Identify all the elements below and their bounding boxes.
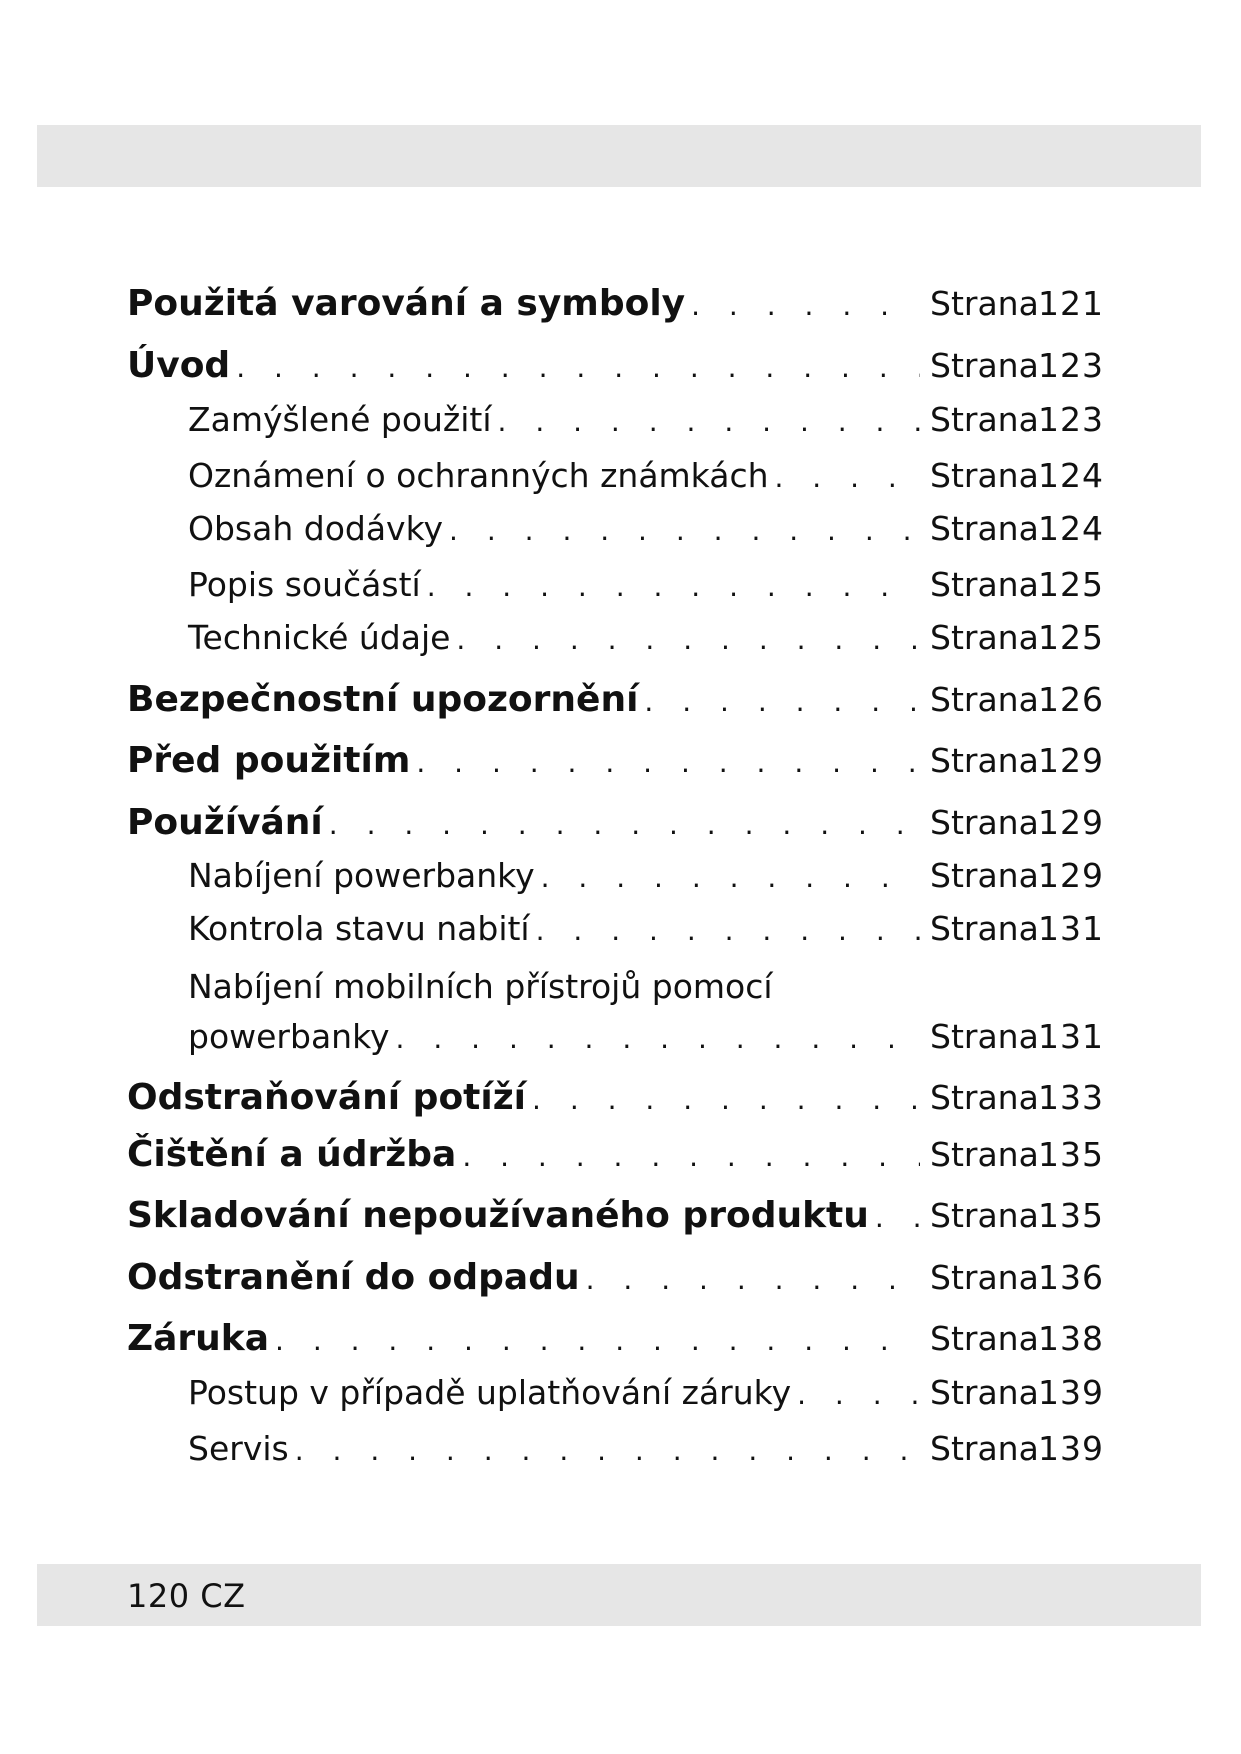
toc-subentry-first-line: Nabíjení mobilních přístrojů pomocí <box>188 967 773 1006</box>
page-label: Strana <box>930 346 1039 385</box>
toc-title: Postup v případě uplatňování záruky <box>188 1373 792 1412</box>
leader-dots <box>462 1134 920 1180</box>
page-number: 126 <box>1038 680 1104 719</box>
toc-entry[interactable] <box>127 800 1104 846</box>
toc-title: Bezpečnostní upozornění <box>127 679 639 720</box>
toc-subentry[interactable] <box>188 615 1104 661</box>
page-label: Strana <box>930 565 1039 604</box>
page-label: Strana <box>930 1196 1039 1235</box>
toc-title: Používání <box>127 802 323 843</box>
toc-title: Technické údaje <box>188 618 451 657</box>
toc-entry[interactable] <box>127 1255 1104 1301</box>
page-number: 125 <box>1038 565 1104 604</box>
page-number: 139 <box>1038 1429 1104 1468</box>
leader-dots <box>586 1257 920 1303</box>
leader-dots <box>875 1195 920 1241</box>
page-label: Strana <box>930 1078 1039 1117</box>
page-number: 121 <box>1038 284 1104 323</box>
toc-entry[interactable] <box>127 1132 1104 1178</box>
page-label: Strana <box>930 680 1039 719</box>
toc-entry[interactable] <box>127 677 1104 723</box>
toc-entry[interactable] <box>127 1316 1104 1362</box>
leader-dots <box>396 1016 920 1062</box>
page-number: 136 <box>1038 1258 1104 1297</box>
toc-entry[interactable] <box>127 1193 1104 1239</box>
page-number: 135 <box>1038 1196 1104 1235</box>
leader-dots <box>295 1428 920 1474</box>
toc-title: Odstranění do odpadu <box>127 1257 580 1298</box>
page-label: Strana <box>930 909 1039 948</box>
toc-subentry[interactable] <box>188 506 1104 552</box>
toc-subentry[interactable] <box>188 453 1104 499</box>
toc-title: Záruka <box>127 1318 270 1359</box>
leader-dots <box>541 855 920 901</box>
page-number: 125 <box>1038 618 1104 657</box>
toc-subentry[interactable] <box>188 1370 1104 1416</box>
page-number: 129 <box>1038 803 1104 842</box>
leader-dots <box>797 1372 920 1418</box>
footer <box>127 1578 246 1614</box>
toc-entry[interactable] <box>127 343 1104 389</box>
leader-dots <box>329 802 920 848</box>
footer-language-code: CZ <box>200 1577 246 1615</box>
leader-dots <box>427 564 920 610</box>
page-label: Strana <box>930 1135 1039 1174</box>
page-number: 131 <box>1038 1017 1104 1056</box>
toc-title: Nabíjení powerbanky <box>188 856 535 895</box>
toc-title: Použitá varování a symboly <box>127 283 686 324</box>
toc-title: Popis součástí <box>188 565 421 604</box>
page-label: Strana <box>930 741 1039 780</box>
page-label: Strana <box>930 1429 1039 1468</box>
page-label: Strana <box>930 1319 1039 1358</box>
leader-dots <box>416 740 920 786</box>
leader-dots <box>498 399 920 445</box>
toc-title: Úvod <box>127 345 231 386</box>
leader-dots <box>644 679 920 725</box>
toc-entry[interactable] <box>127 738 1104 784</box>
page-number: 133 <box>1038 1078 1104 1117</box>
page-number: 129 <box>1038 856 1104 895</box>
page-number: 129 <box>1038 741 1104 780</box>
page-label: Strana <box>930 400 1039 439</box>
leader-dots <box>532 1077 920 1123</box>
leader-dots <box>456 617 920 663</box>
toc-subentry[interactable] <box>188 562 1104 608</box>
page-label: Strana <box>930 856 1039 895</box>
page-label: Strana <box>930 1373 1039 1412</box>
page-number: 138 <box>1038 1319 1104 1358</box>
toc-title: Servis <box>188 1429 289 1468</box>
toc-title: Kontrola stavu nabití <box>188 909 530 948</box>
page-number: 123 <box>1038 400 1104 439</box>
toc-title: Skladování nepoužívaného produktu <box>127 1195 869 1236</box>
page-number: 131 <box>1038 909 1104 948</box>
toc-subentry[interactable] <box>188 397 1104 443</box>
toc-title: Odstraňování potíží <box>127 1077 527 1118</box>
page-number: 135 <box>1038 1135 1104 1174</box>
page-number: 123 <box>1038 346 1104 385</box>
toc-entry[interactable] <box>127 281 1104 327</box>
leader-dots <box>691 283 920 329</box>
toc-subentry[interactable] <box>188 1014 1104 1060</box>
toc-title: Čištění a údržba <box>127 1134 457 1175</box>
toc-title: Obsah dodávky <box>188 509 444 548</box>
toc-title: powerbanky <box>188 1017 390 1056</box>
page-label: Strana <box>930 618 1039 657</box>
leader-dots <box>275 1318 920 1364</box>
page-label: Strana <box>930 1258 1039 1297</box>
page-number: 139 <box>1038 1373 1104 1412</box>
toc-subentry[interactable] <box>188 906 1104 952</box>
page-number: 124 <box>1038 456 1104 495</box>
page-label: Strana <box>930 1017 1039 1056</box>
page-number: 124 <box>1038 509 1104 548</box>
page-label: Strana <box>930 456 1039 495</box>
toc-subentry[interactable] <box>188 1426 1104 1472</box>
leader-dots <box>449 508 920 554</box>
leader-dots <box>236 345 920 391</box>
page-label: Strana <box>930 803 1039 842</box>
toc-title: Zamýšlené použití <box>188 400 492 439</box>
footer-page-number: 120 <box>127 1577 190 1615</box>
toc-title: Oznámení o ochranných známkách <box>188 456 769 495</box>
page-label: Strana <box>930 284 1039 323</box>
page-label: Strana <box>930 509 1039 548</box>
leader-dots <box>775 455 921 501</box>
leader-dots <box>536 908 920 954</box>
toc-subentry[interactable] <box>188 853 1104 899</box>
toc-entry[interactable] <box>127 1075 1104 1121</box>
toc-title: Před použitím <box>127 740 411 781</box>
